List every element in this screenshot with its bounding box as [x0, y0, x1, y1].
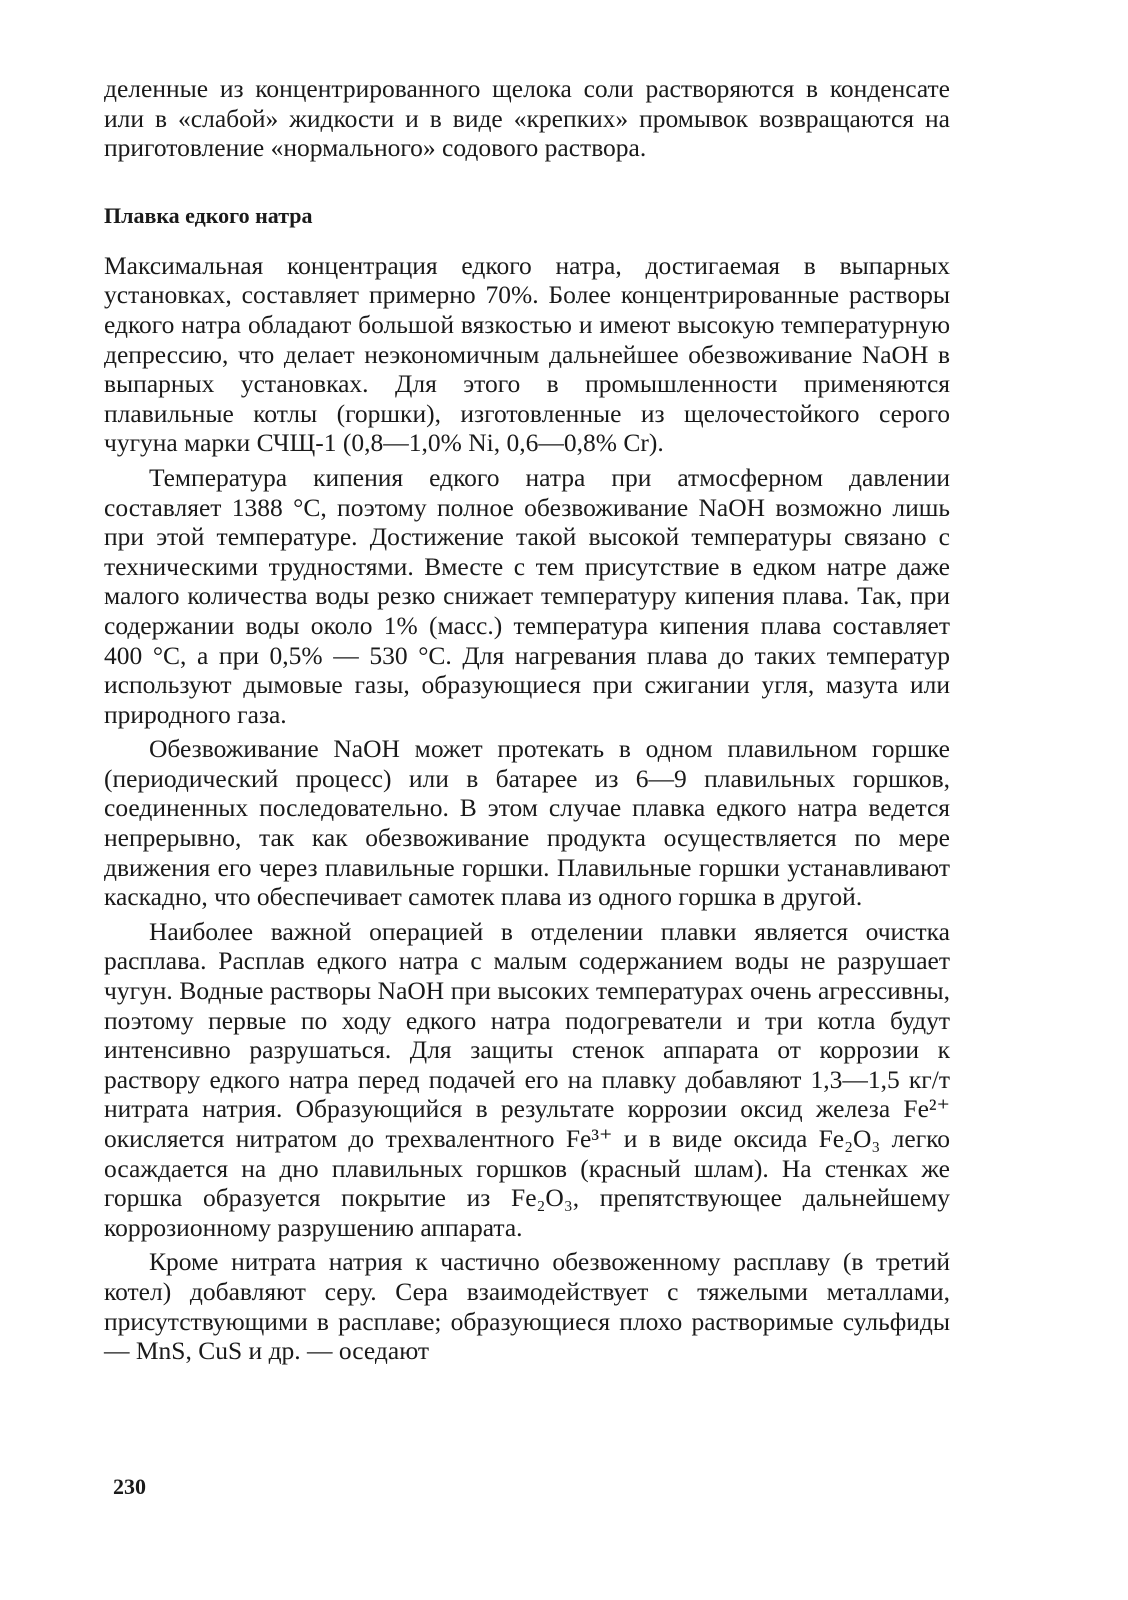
continuation-paragraph: деленные из концентрированного щелока соли растворяются в конденсате или в «слабой» жидкости и в виде «крепких» промывок возвращаются на приготовление «нормального» содового раствора. [104, 74, 950, 163]
paragraph-sulfur-addition: Кроме нитрата натрия к частично обезвоженному расплаву (в третий котел) добавляют серу. Сера взаимодействует с тяжелыми металлами, присутствующими в расплаве; образующиеся плохо растворимые сульфиды — MnS, CuS и др. — оседают [104, 1247, 950, 1366]
paragraph-boiling-temperature: Температура кипения едкого натра при атмосферном давлении составляет 1388 °С, поэтому полное обезвоживание NaOH возможно лишь при этой температуре. Достижение такой высокой температуры связано с техническими трудностями. Вместе с тем присутствие в едком натре даже малого количества воды резко снижает температуру кипения плава. Так, при содержании воды около 1% (масс.) температура кипения плава составляет 400 °С, а при 0,5% — 530 °С. Для нагревания плава до таких температур используют дымовые газы, образующиеся при сжигании угля, мазута или природного газа. [104, 462, 950, 729]
page-number: 230 [113, 1474, 146, 1499]
section-heading: Плавка едкого натра [104, 202, 313, 228]
paragraph-melt-purification: Наиболее важной операцией в отделении плавки является очистка расплава. Расплав едкого натра с малым содержанием воды не разрушает чугун. Водные растворы NaOH при высоких температурах очень агрессивны, поэтому первые по ходу едкого натра подогреватели и три котла будут интенсивно разрушаться. Для защиты стенок аппарата от коррозии к раствору едкого натра перед подачей его на плавку добавляют 1,3—1,5 кг/т нитрата натрия. Образующийся в результате коррозии оксид железа Fe²⁺ окисляется нитратом до трехвалентного Fe³⁺ и в виде оксида Fe₂O₃ легко осаждается на дно плавильных горшков (красный шлам). На стенках же горшка образуется покрытие из Fe₂O₃, препятствующее дальнейшему коррозионному разрушению аппарата. [104, 916, 950, 1242]
book-page [104, 74, 950, 1366]
paragraph-max-concentration: Максимальная концентрация едкого натра, достигаемая в выпарных установках, составляет примерно 70%. Более концентрированные растворы едкого натра обладают большой вязкостью и имеют высокую температурную депрессию, что делает неэкономичным дальнейшее обезвоживание NaOH в выпарных установках. Для этого в промышленности применяются плавильные котлы (горшки), изготовленные из щелочестойкого серого чугуна марки СЧЩ-1 (0,8—1,0% Ni, 0,6—0,8% Cr). [104, 250, 950, 458]
paragraph-dehydration: Обезвоживание NaOH может протекать в одном плавильном горшке (периодический процесс) или в батарее из 6—9 плавильных горшков, соединенных последовательно. В этом случае плавка едкого натра ведется непрерывно, так как обезвоживание продукта осуществляется по мере движения его через плавильные горшки. Плавильные горшки устанавливают каскадно, что обеспечивает самотек плава из одного горшка в другой. [104, 734, 950, 912]
